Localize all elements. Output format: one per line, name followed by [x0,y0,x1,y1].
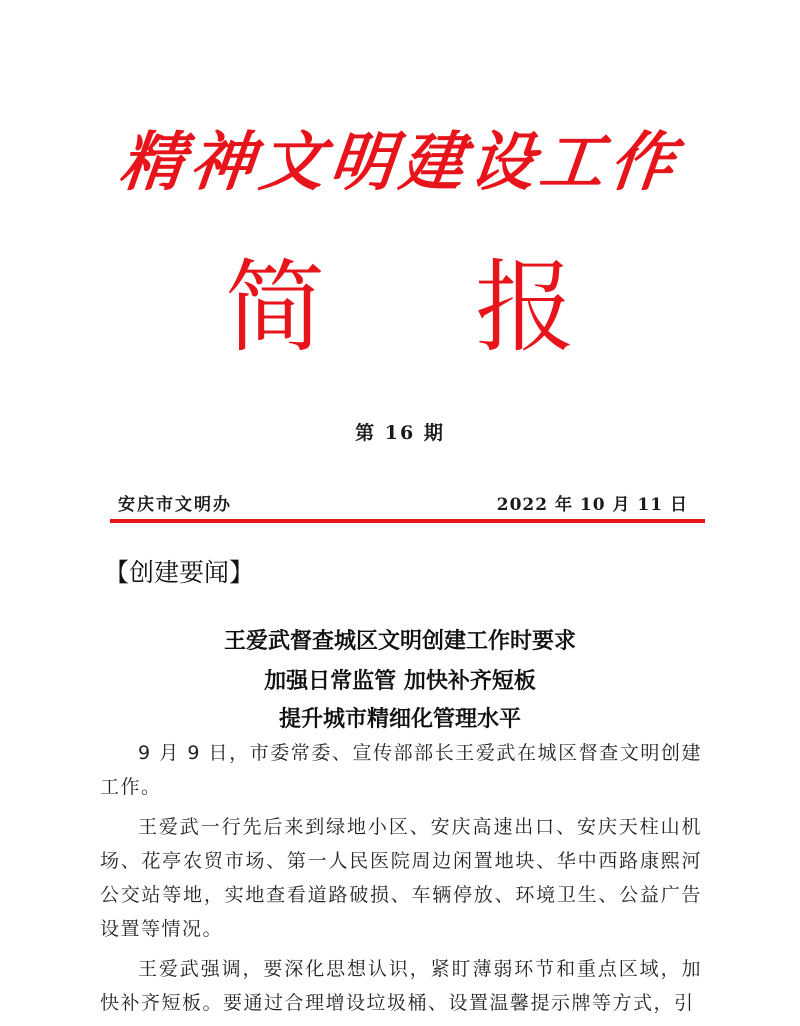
article-paragraph: 王爱武一行先后来到绿地小区、安庆高速出口、安庆天柱山机场、花亭农贸市场、第一人民医院周边闲置地块、华中西路康熙河公交站等地，实地查看道路破损、车辆停放、环境卫生、公益广告设置等情况。 [100,816,702,940]
issue-date: 2022 年 10 月 11 日 [496,495,688,515]
masthead-subtitle [0,248,800,368]
section-label: 【创建要闻】 [104,558,255,587]
red-divider [110,519,705,523]
headline-line-2: 加强日常监管 加快补齐短板 [264,668,536,694]
issuer: 安庆市文明办 [118,495,232,515]
masthead-title: 精神文明建设工作 [116,126,684,200]
masthead-subtitle-char-1: 简 [225,249,325,366]
headline-line-3: 提升城市精细化管理水平 [278,706,521,732]
headline-line-1: 王爱武督查城区文明创建工作时要求 [223,628,576,654]
masthead-subtitle-char-2: 报 [475,249,575,366]
article-paragraph: 9 月 9 日，市委常委、宣传部部长王爱武在城区督查文明创建工作。 [100,742,702,798]
article-paragraph: 王爱武强调，要深化思想认识，紧盯薄弱环节和重点区域，加快补齐短板。要通过合理增设垃圾桶、设置温馨提示牌等方式，引 [100,958,702,1014]
article-body [100,736,702,1026]
issue-number: 第 16 期 [355,422,445,444]
